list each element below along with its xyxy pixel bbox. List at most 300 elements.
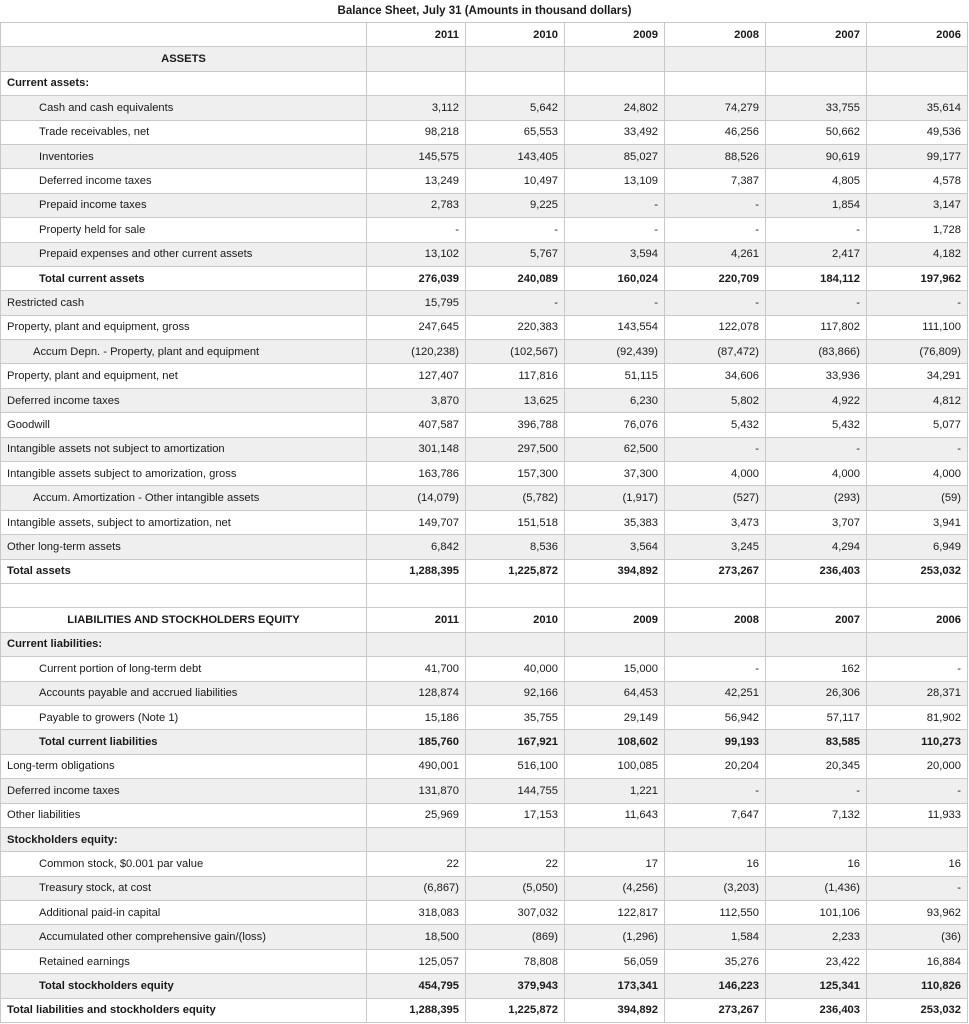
value-cell-2007: 90,619 [766,144,867,168]
value-cell-2011: 276,039 [367,266,466,290]
row-label: Common stock, $0.001 par value [1,852,367,876]
value-cell-2009: 51,115 [565,364,665,388]
table-row [1,462,968,486]
table-row [1,71,968,95]
value-cell-2011: 163,786 [367,462,466,486]
value-cell-2010: 8,536 [466,535,565,559]
value-cell-2006: 16,884 [867,949,968,973]
value-cell-2008: 42,251 [665,681,766,705]
value-cell-2006 [867,583,968,607]
table-row [1,510,968,534]
value-cell-2008: - [665,218,766,242]
value-cell-2011: 3,870 [367,388,466,412]
value-cell-2010: 92,166 [466,681,565,705]
value-cell-2011: 407,587 [367,413,466,437]
value-cell-2006: - [867,437,968,461]
value-cell-2010: 40,000 [466,657,565,681]
table-row [1,583,968,607]
value-cell-2007: 184,112 [766,266,867,290]
value-cell-2006: 3,941 [867,510,968,534]
value-cell-2008: 2008 [665,608,766,632]
table-row [1,266,968,290]
value-cell-2010: 17,153 [466,803,565,827]
value-cell-2011: 127,407 [367,364,466,388]
row-label [1,583,367,607]
value-cell-2006 [867,71,968,95]
value-cell-2009: - [565,218,665,242]
value-cell-2007: 4,805 [766,169,867,193]
value-cell-2008 [665,632,766,656]
value-cell-2009: 37,300 [565,462,665,486]
value-cell-2008: 7,387 [665,169,766,193]
value-cell-2008: 273,267 [665,998,766,1022]
table-row [1,608,968,632]
value-cell-2011: 15,795 [367,291,466,315]
value-cell-2006: - [867,876,968,900]
value-cell-2007 [766,827,867,851]
row-label: Goodwill [1,413,367,437]
value-cell-2007: 16 [766,852,867,876]
value-cell-2006: - [867,291,968,315]
value-cell-2010 [466,632,565,656]
value-cell-2010: 157,300 [466,462,565,486]
row-label: Intangible assets, subject to amortization, net [1,510,367,534]
value-cell-2009: 3,564 [565,535,665,559]
value-cell-2007: 57,117 [766,705,867,729]
value-cell-2011: 1,288,395 [367,559,466,583]
row-label: Retained earnings [1,949,367,973]
value-cell-2011: 454,795 [367,974,466,998]
row-label: Trade receivables, net [1,120,367,144]
table-row [1,803,968,827]
value-cell-2011: 2,783 [367,193,466,217]
value-cell-2009 [565,632,665,656]
value-cell-2008: 5,432 [665,413,766,437]
value-cell-2011 [367,71,466,95]
value-cell-2010: 10,497 [466,169,565,193]
value-cell-2008: (3,203) [665,876,766,900]
value-cell-2007: 50,662 [766,120,867,144]
value-cell-2010: 151,518 [466,510,565,534]
value-cell-2006: 3,147 [867,193,968,217]
table-row [1,705,968,729]
value-cell-2008: 4,000 [665,462,766,486]
value-cell-2010: 379,943 [466,974,565,998]
value-cell-2010: 297,500 [466,437,565,461]
value-cell-2011 [367,583,466,607]
value-cell-2006: 111,100 [867,315,968,339]
table-row [1,681,968,705]
value-cell-2009: 3,594 [565,242,665,266]
value-cell-2011: (6,867) [367,876,466,900]
table-row [1,779,968,803]
value-cell-2011: 2011 [367,608,466,632]
value-cell-2008: 3,473 [665,510,766,534]
value-cell-2009: 85,027 [565,144,665,168]
row-label: Inventories [1,144,367,168]
value-cell-2009: (1,296) [565,925,665,949]
value-cell-2010: 35,755 [466,705,565,729]
table-row [1,169,968,193]
value-cell-2011: 145,575 [367,144,466,168]
row-label: Restricted cash [1,291,367,315]
value-cell-2008: 7,647 [665,803,766,827]
table-row [1,120,968,144]
value-cell-2008: 46,256 [665,120,766,144]
value-cell-2006: 11,933 [867,803,968,827]
value-cell-2006: 253,032 [867,559,968,583]
value-cell-2009: 1,221 [565,779,665,803]
value-cell-2008: - [665,779,766,803]
table-row [1,876,968,900]
value-cell-2010: 1,225,872 [466,998,565,1022]
value-cell-2011: 13,249 [367,169,466,193]
row-label: Prepaid income taxes [1,193,367,217]
value-cell-2010: 2010 [466,23,565,47]
value-cell-2007: - [766,779,867,803]
value-cell-2006 [867,632,968,656]
value-cell-2008: (87,472) [665,340,766,364]
value-cell-2010: 240,089 [466,266,565,290]
value-cell-2008: 4,261 [665,242,766,266]
row-label: Property, plant and equipment, net [1,364,367,388]
value-cell-2006: 81,902 [867,705,968,729]
row-label: Prepaid expenses and other current assets [1,242,367,266]
value-cell-2010: 143,405 [466,144,565,168]
value-cell-2009: 62,500 [565,437,665,461]
value-cell-2006: 49,536 [867,120,968,144]
value-cell-2010: 9,225 [466,193,565,217]
value-cell-2007: - [766,291,867,315]
value-cell-2011 [367,827,466,851]
table-row [1,730,968,754]
value-cell-2010: (102,567) [466,340,565,364]
value-cell-2011 [367,632,466,656]
value-cell-2011: 41,700 [367,657,466,681]
value-cell-2008: 34,606 [665,364,766,388]
value-cell-2007: 236,403 [766,559,867,583]
value-cell-2008: 220,709 [665,266,766,290]
value-cell-2007: (293) [766,486,867,510]
table-row [1,144,968,168]
row-label: Treasury stock, at cost [1,876,367,900]
row-label: Intangible assets not subject to amortization [1,437,367,461]
value-cell-2009: 29,149 [565,705,665,729]
value-cell-2008: 2008 [665,23,766,47]
value-cell-2010: 78,808 [466,949,565,973]
sheet-title: Balance Sheet, July 31 (Amounts in thousand dollars) [337,5,632,17]
value-cell-2008 [665,827,766,851]
table-row [1,242,968,266]
row-label: Total current assets [1,266,367,290]
value-cell-2008 [665,71,766,95]
value-cell-2007: 2,233 [766,925,867,949]
value-cell-2006: 16 [867,852,968,876]
value-cell-2009: 13,109 [565,169,665,193]
value-cell-2010 [466,583,565,607]
row-label: Property held for sale [1,218,367,242]
table-row [1,559,968,583]
value-cell-2008: 20,204 [665,754,766,778]
value-cell-2008: 1,584 [665,925,766,949]
value-cell-2010: 220,383 [466,315,565,339]
table-row [1,535,968,559]
row-label: Total current liabilities [1,730,367,754]
value-cell-2006: 2006 [867,23,968,47]
value-cell-2007: 2,417 [766,242,867,266]
table-row [1,96,968,120]
row-label: Property, plant and equipment, gross [1,315,367,339]
value-cell-2006 [867,827,968,851]
value-cell-2008: 74,279 [665,96,766,120]
value-cell-2009: 56,059 [565,949,665,973]
value-cell-2007: 1,854 [766,193,867,217]
value-cell-2007: 23,422 [766,949,867,973]
table-row [1,998,968,1022]
value-cell-2008: 122,078 [665,315,766,339]
value-cell-2011: 301,148 [367,437,466,461]
value-cell-2007: 162 [766,657,867,681]
table-row [1,632,968,656]
value-cell-2009: 11,643 [565,803,665,827]
value-cell-2007 [766,71,867,95]
value-cell-2010: 5,767 [466,242,565,266]
table-row [1,388,968,412]
row-label: ASSETS [1,47,367,71]
value-cell-2009: (4,256) [565,876,665,900]
value-cell-2007: 5,432 [766,413,867,437]
value-cell-2007: - [766,218,867,242]
value-cell-2009: 173,341 [565,974,665,998]
value-cell-2006: - [867,779,968,803]
row-label: Deferred income taxes [1,388,367,412]
value-cell-2009: 17 [565,852,665,876]
value-cell-2010: (5,782) [466,486,565,510]
value-cell-2010: 22 [466,852,565,876]
value-cell-2008: 5,802 [665,388,766,412]
value-cell-2006: 4,812 [867,388,968,412]
value-cell-2007: 2007 [766,608,867,632]
row-label: Payable to growers (Note 1) [1,705,367,729]
value-cell-2006: 6,949 [867,535,968,559]
value-cell-2009: 394,892 [565,998,665,1022]
row-label: Current assets: [1,71,367,95]
value-cell-2011: 185,760 [367,730,466,754]
row-label: Accum. Amortization - Other intangible assets [1,486,367,510]
value-cell-2009: 76,076 [565,413,665,437]
value-cell-2006: 28,371 [867,681,968,705]
value-cell-2006: 197,962 [867,266,968,290]
value-cell-2007: 117,802 [766,315,867,339]
value-cell-2010: 167,921 [466,730,565,754]
value-cell-2006: 4,578 [867,169,968,193]
value-cell-2010: 396,788 [466,413,565,437]
row-label: Current liabilities: [1,632,367,656]
value-cell-2006: 5,077 [867,413,968,437]
table-row [1,827,968,851]
value-cell-2006: 99,177 [867,144,968,168]
value-cell-2011: 3,112 [367,96,466,120]
table-row [1,657,968,681]
value-cell-2007: 236,403 [766,998,867,1022]
row-label: Additional paid-in capital [1,901,367,925]
value-cell-2006: (36) [867,925,968,949]
value-cell-2010 [466,827,565,851]
value-cell-2011: 490,001 [367,754,466,778]
row-label: Total stockholders equity [1,974,367,998]
value-cell-2009: 15,000 [565,657,665,681]
value-cell-2010: - [466,218,565,242]
row-label: Other liabilities [1,803,367,827]
value-cell-2006 [867,47,968,71]
value-cell-2010: (5,050) [466,876,565,900]
value-cell-2006: 20,000 [867,754,968,778]
value-cell-2009: 394,892 [565,559,665,583]
value-cell-2006: 2006 [867,608,968,632]
value-cell-2011: 128,874 [367,681,466,705]
value-cell-2010: (869) [466,925,565,949]
value-cell-2008 [665,583,766,607]
value-cell-2008: 56,942 [665,705,766,729]
table-row [1,291,968,315]
row-label: Total liabilities and stockholders equity [1,998,367,1022]
value-cell-2007: 83,585 [766,730,867,754]
value-cell-2009: 2009 [565,608,665,632]
row-label: Cash and cash equivalents [1,96,367,120]
value-cell-2008: 35,276 [665,949,766,973]
value-cell-2009: 24,802 [565,96,665,120]
value-cell-2011: 125,057 [367,949,466,973]
value-cell-2011: 149,707 [367,510,466,534]
value-cell-2009: 143,554 [565,315,665,339]
value-cell-2007: 33,936 [766,364,867,388]
value-cell-2008 [665,47,766,71]
value-cell-2007: 4,922 [766,388,867,412]
value-cell-2011: 1,288,395 [367,998,466,1022]
table-row [1,974,968,998]
value-cell-2010: 13,625 [466,388,565,412]
value-cell-2009: 108,602 [565,730,665,754]
value-cell-2011: 318,083 [367,901,466,925]
value-cell-2008: (527) [665,486,766,510]
table-row [1,949,968,973]
value-cell-2010: 117,816 [466,364,565,388]
value-cell-2006: 110,826 [867,974,968,998]
value-cell-2008: - [665,193,766,217]
table-row [1,23,968,47]
value-cell-2006: 34,291 [867,364,968,388]
row-label: Accumulated other comprehensive gain/(loss) [1,925,367,949]
row-label: Deferred income taxes [1,169,367,193]
value-cell-2007: 2007 [766,23,867,47]
value-cell-2009 [565,583,665,607]
value-cell-2006: 4,182 [867,242,968,266]
value-cell-2008: - [665,657,766,681]
value-cell-2011: 22 [367,852,466,876]
value-cell-2007: 101,106 [766,901,867,925]
value-cell-2009: 33,492 [565,120,665,144]
value-cell-2010: 1,225,872 [466,559,565,583]
value-cell-2007: 20,345 [766,754,867,778]
table-row [1,315,968,339]
row-label: Other long-term assets [1,535,367,559]
value-cell-2007 [766,583,867,607]
value-cell-2010: 2010 [466,608,565,632]
value-cell-2010: 516,100 [466,754,565,778]
row-label: LIABILITIES AND STOCKHOLDERS EQUITY [1,608,367,632]
value-cell-2010: - [466,291,565,315]
table-row [1,340,968,364]
row-label: Current portion of long-term debt [1,657,367,681]
row-label: Stockholders equity: [1,827,367,851]
balance-sheet-table [0,22,968,1023]
value-cell-2006: 110,273 [867,730,968,754]
value-cell-2010: 5,642 [466,96,565,120]
row-label: Deferred income taxes [1,779,367,803]
value-cell-2006: 253,032 [867,998,968,1022]
value-cell-2011 [367,47,466,71]
value-cell-2009: (1,917) [565,486,665,510]
value-cell-2007: 26,306 [766,681,867,705]
value-cell-2011: 15,186 [367,705,466,729]
value-cell-2009: (92,439) [565,340,665,364]
value-cell-2007: (83,866) [766,340,867,364]
value-cell-2009: - [565,193,665,217]
row-label: Accum Depn. - Property, plant and equipment [1,340,367,364]
value-cell-2009: - [565,291,665,315]
value-cell-2010: 65,553 [466,120,565,144]
value-cell-2011: (14,079) [367,486,466,510]
value-cell-2006: 4,000 [867,462,968,486]
value-cell-2010: 144,755 [466,779,565,803]
table-row [1,413,968,437]
value-cell-2008: 16 [665,852,766,876]
value-cell-2009: 35,383 [565,510,665,534]
value-cell-2009: 122,817 [565,901,665,925]
row-label: Intangible assets subject to amorization, gross [1,462,367,486]
value-cell-2011: - [367,218,466,242]
value-cell-2011: 98,218 [367,120,466,144]
value-cell-2010 [466,47,565,71]
value-cell-2009 [565,47,665,71]
value-cell-2008: 273,267 [665,559,766,583]
value-cell-2008: 3,245 [665,535,766,559]
value-cell-2006: 1,728 [867,218,968,242]
value-cell-2007: 125,341 [766,974,867,998]
value-cell-2009: 2009 [565,23,665,47]
table-row [1,437,968,461]
value-cell-2009: 64,453 [565,681,665,705]
row-label: Accounts payable and accrued liabilities [1,681,367,705]
value-cell-2008: - [665,291,766,315]
value-cell-2007: 4,000 [766,462,867,486]
value-cell-2011: 2011 [367,23,466,47]
value-cell-2007: (1,436) [766,876,867,900]
table-row [1,364,968,388]
value-cell-2011: 247,645 [367,315,466,339]
value-cell-2007: - [766,437,867,461]
value-cell-2011: 18,500 [367,925,466,949]
value-cell-2007: 33,755 [766,96,867,120]
value-cell-2009 [565,827,665,851]
table-row [1,754,968,778]
value-cell-2008: 112,550 [665,901,766,925]
row-label: Total assets [1,559,367,583]
value-cell-2006: (76,809) [867,340,968,364]
table-row [1,218,968,242]
value-cell-2006: 35,614 [867,96,968,120]
value-cell-2008: 146,223 [665,974,766,998]
